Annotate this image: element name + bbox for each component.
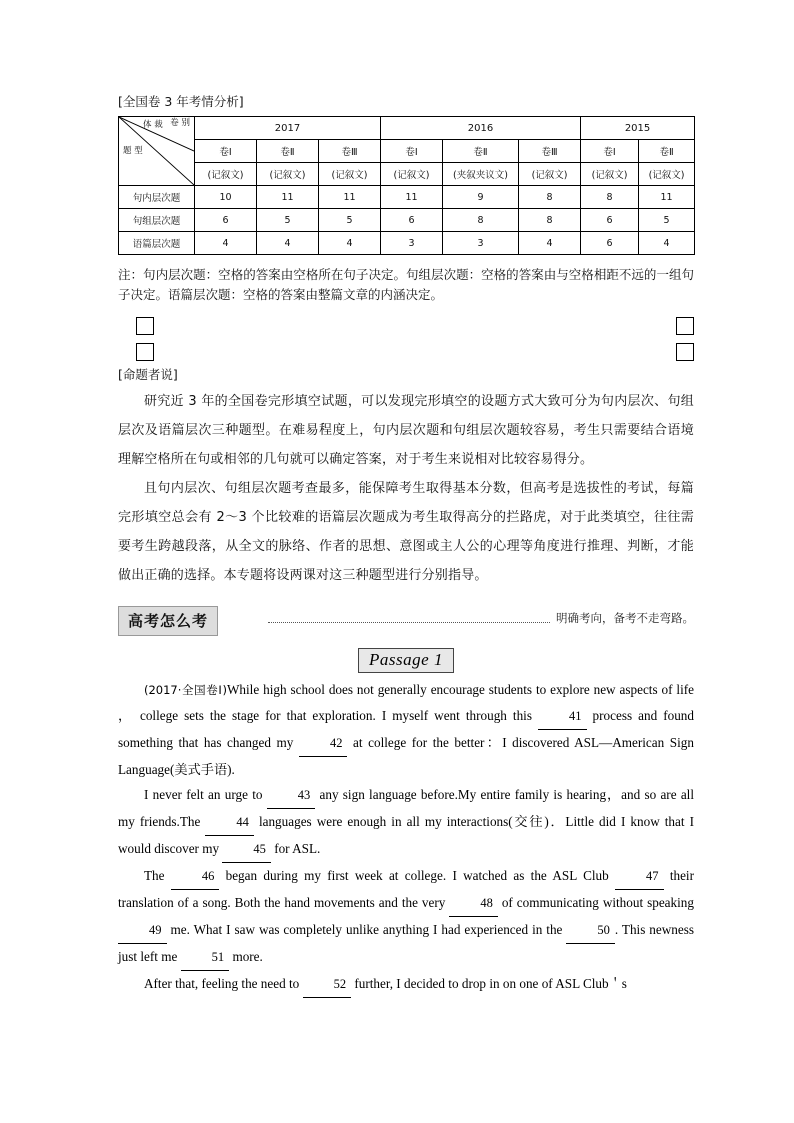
cloze-blank-42[interactable]: 42 [299,731,348,757]
banner-subtitle: 明确考向，备考不走弯路。 [551,610,694,626]
note-writing-box [118,313,694,363]
passage-source: (2017·全国卷Ⅰ) [144,683,227,697]
exam-analysis-table [118,116,695,255]
cell-r1c6: 6 [581,209,639,232]
corner-bracket-bottom-left-icon [136,343,154,361]
cloze-blank-51[interactable]: 51 [181,945,230,971]
cell-r0c0: 10 [195,186,257,209]
cell-r1c4: 8 [443,209,519,232]
table-row-header-genres [119,163,695,186]
table-row-label-1: 句组层次题 [119,209,195,232]
table-paper-4: 卷Ⅱ [443,140,519,163]
cell-r0c2: 11 [319,186,381,209]
passage-text: The [144,868,171,883]
section-banner [118,606,694,636]
table-row-label-0: 句内层次题 [119,186,195,209]
table-genre-7: (记叙文) [639,163,695,186]
cell-r1c3: 6 [381,209,443,232]
table-genre-1: (记叙文) [257,163,319,186]
table-genre-2: (记叙文) [319,163,381,186]
passage-paragraph [118,677,694,782]
passage-text: at college for the better：I discovered ASL—American Sign Language(美式手语). [118,735,694,777]
cell-r1c5: 8 [519,209,581,232]
cell-r2c0: 4 [195,232,257,255]
passage-text: While high school does not generally encourage students to explore new aspects of life ， college sets the stage for that exploration. I myself went through this [118,682,695,723]
passage-text: their translation of a song. Both the hand movements and the very [118,868,694,910]
cell-r0c5: 8 [519,186,581,209]
cell-r2c3: 3 [381,232,443,255]
cell-r1c7: 5 [639,209,695,232]
passage-text: of communicating without speaking [497,895,694,910]
banner-title: 高考怎么考 [118,606,218,636]
table-paper-0: 卷Ⅰ [195,140,257,163]
corner-bracket-bottom-right-icon [676,343,694,361]
passage-text: . This newness just left me [118,922,694,964]
cloze-blank-49[interactable]: 49 [118,918,167,944]
cell-r1c0: 6 [195,209,257,232]
table-paper-5: 卷Ⅲ [519,140,581,163]
table-row [119,186,695,209]
passage-text: any sign language before.My entire family is hearing，and so are all my friends.The [118,787,694,829]
cell-r1c2: 5 [319,209,381,232]
cell-r2c2: 4 [319,232,381,255]
cell-r0c6: 8 [581,186,639,209]
cell-r2c1: 4 [257,232,319,255]
table-genre-4: (夹叙夹议文) [443,163,519,186]
table-row-header-papers [119,140,695,163]
corner-label-genre: 体 裁 [143,120,163,130]
cloze-blank-48[interactable]: 48 [449,891,498,917]
table-genre-5: (记叙文) [519,163,581,186]
passage-text: After that, feeling the need to [144,976,303,991]
passage-paragraph [118,782,694,863]
corner-bracket-top-right-icon [676,317,694,335]
table-paper-1: 卷Ⅱ [257,140,319,163]
cloze-blank-44[interactable]: 44 [205,810,254,836]
passage-text: further, I decided to drop in on one of ASL Club＇s [351,976,627,991]
table-paper-6: 卷Ⅰ [581,140,639,163]
cloze-blank-41[interactable]: 41 [538,704,587,730]
passage-text: more. [229,949,263,964]
passage-text: for ASL. [270,841,321,856]
table-row-label-2: 语篇层次题 [119,232,195,255]
cell-r0c4: 9 [443,186,519,209]
table-paper-7: 卷Ⅱ [639,140,695,163]
table-row [119,209,695,232]
cell-r0c1: 11 [257,186,319,209]
table-genre-6: (记叙文) [581,163,639,186]
passage-heading [118,648,694,673]
cell-r2c4: 3 [443,232,519,255]
table-paper-2: 卷Ⅲ [319,140,381,163]
table-year-2015: 2015 [581,117,695,140]
passage-text: I never felt an urge to [144,787,267,802]
table-row [119,232,695,255]
corner-label-row-axis: 题 型 [123,146,143,156]
cell-r2c6: 6 [581,232,639,255]
passage-paragraph [118,971,694,998]
commentary-section-label: [命题者说] [118,367,178,382]
cell-r0c3: 11 [381,186,443,209]
passage-text: process and found something that has changed my [118,708,694,750]
table-year-2017: 2017 [195,117,381,140]
table-genre-3: (记叙文) [381,163,443,186]
cloze-blank-43[interactable]: 43 [267,783,316,809]
table-note: 注：句内层次题：空格的答案由空格所在句子决定。句组层次题：空格的答案由与空格相距不远的一组句子决定。语篇层次题：空格的答案由整篇文章的内涵决定。 [118,267,694,302]
passage-body [118,677,694,998]
cell-r0c7: 11 [639,186,695,209]
table-year-2016: 2016 [381,117,581,140]
cloze-blank-46[interactable]: 46 [171,864,220,890]
passage-text: me. What I saw was completely unlike anything I had experienced in the [166,922,567,937]
analysis-section-label: [全国卷 3 年考情分析] [118,94,244,109]
table-paper-3: 卷Ⅰ [381,140,443,163]
corner-bracket-top-left-icon [136,317,154,335]
page-content [118,92,694,998]
passage-heading-label: Passage 1 [358,648,454,673]
cloze-blank-45[interactable]: 45 [222,837,271,863]
cell-r1c1: 5 [257,209,319,232]
cloze-blank-47[interactable]: 47 [615,864,664,890]
table-genre-0: (记叙文) [195,163,257,186]
corner-label-paper: 卷 别 [170,118,190,128]
passage-text: began during my first week at college. I watched as the ASL Club [219,868,616,883]
table-row-header-years [119,117,695,140]
cell-r2c7: 4 [639,232,695,255]
commentary-paragraph-1: 研究近 3 年的全国卷完形填空试题，可以发现完形填空的设题方式大致可分为句内层次、句组层次及语篇层次三种题型。在难易程度上，句内层次题和句组层次题较容易，考生只需要结合语境理解空格所在句或相邻的几句就可以确定答案，对于考生来说相对比较容易得分。 [118,394,694,467]
commentary-paragraph-2: 且句内层次、句组层次题考查最多，能保障考生取得基本分数，但高考是选拔性的考试，每篇完形填空总会有 2～3 个比较难的语篇层次题成为考生取得高分的拦路虎，对于此类填空，往往需要考生跨越段落，从全文的脉络、作者的思想、意图或主人公的心理等角度进行推理、判断，才能做出正确的选择。本专题将设两课对这三种题型进行分别指导。 [118,481,694,583]
passage-paragraph [118,863,694,971]
cell-r2c5: 4 [519,232,581,255]
passage-text: languages were enough in all my interactions(交往)．Little did I know that I would discover my [118,814,694,856]
cloze-blank-50[interactable]: 50 [566,918,615,944]
cloze-blank-52[interactable]: 52 [303,972,352,998]
table-corner-cell [119,117,195,186]
